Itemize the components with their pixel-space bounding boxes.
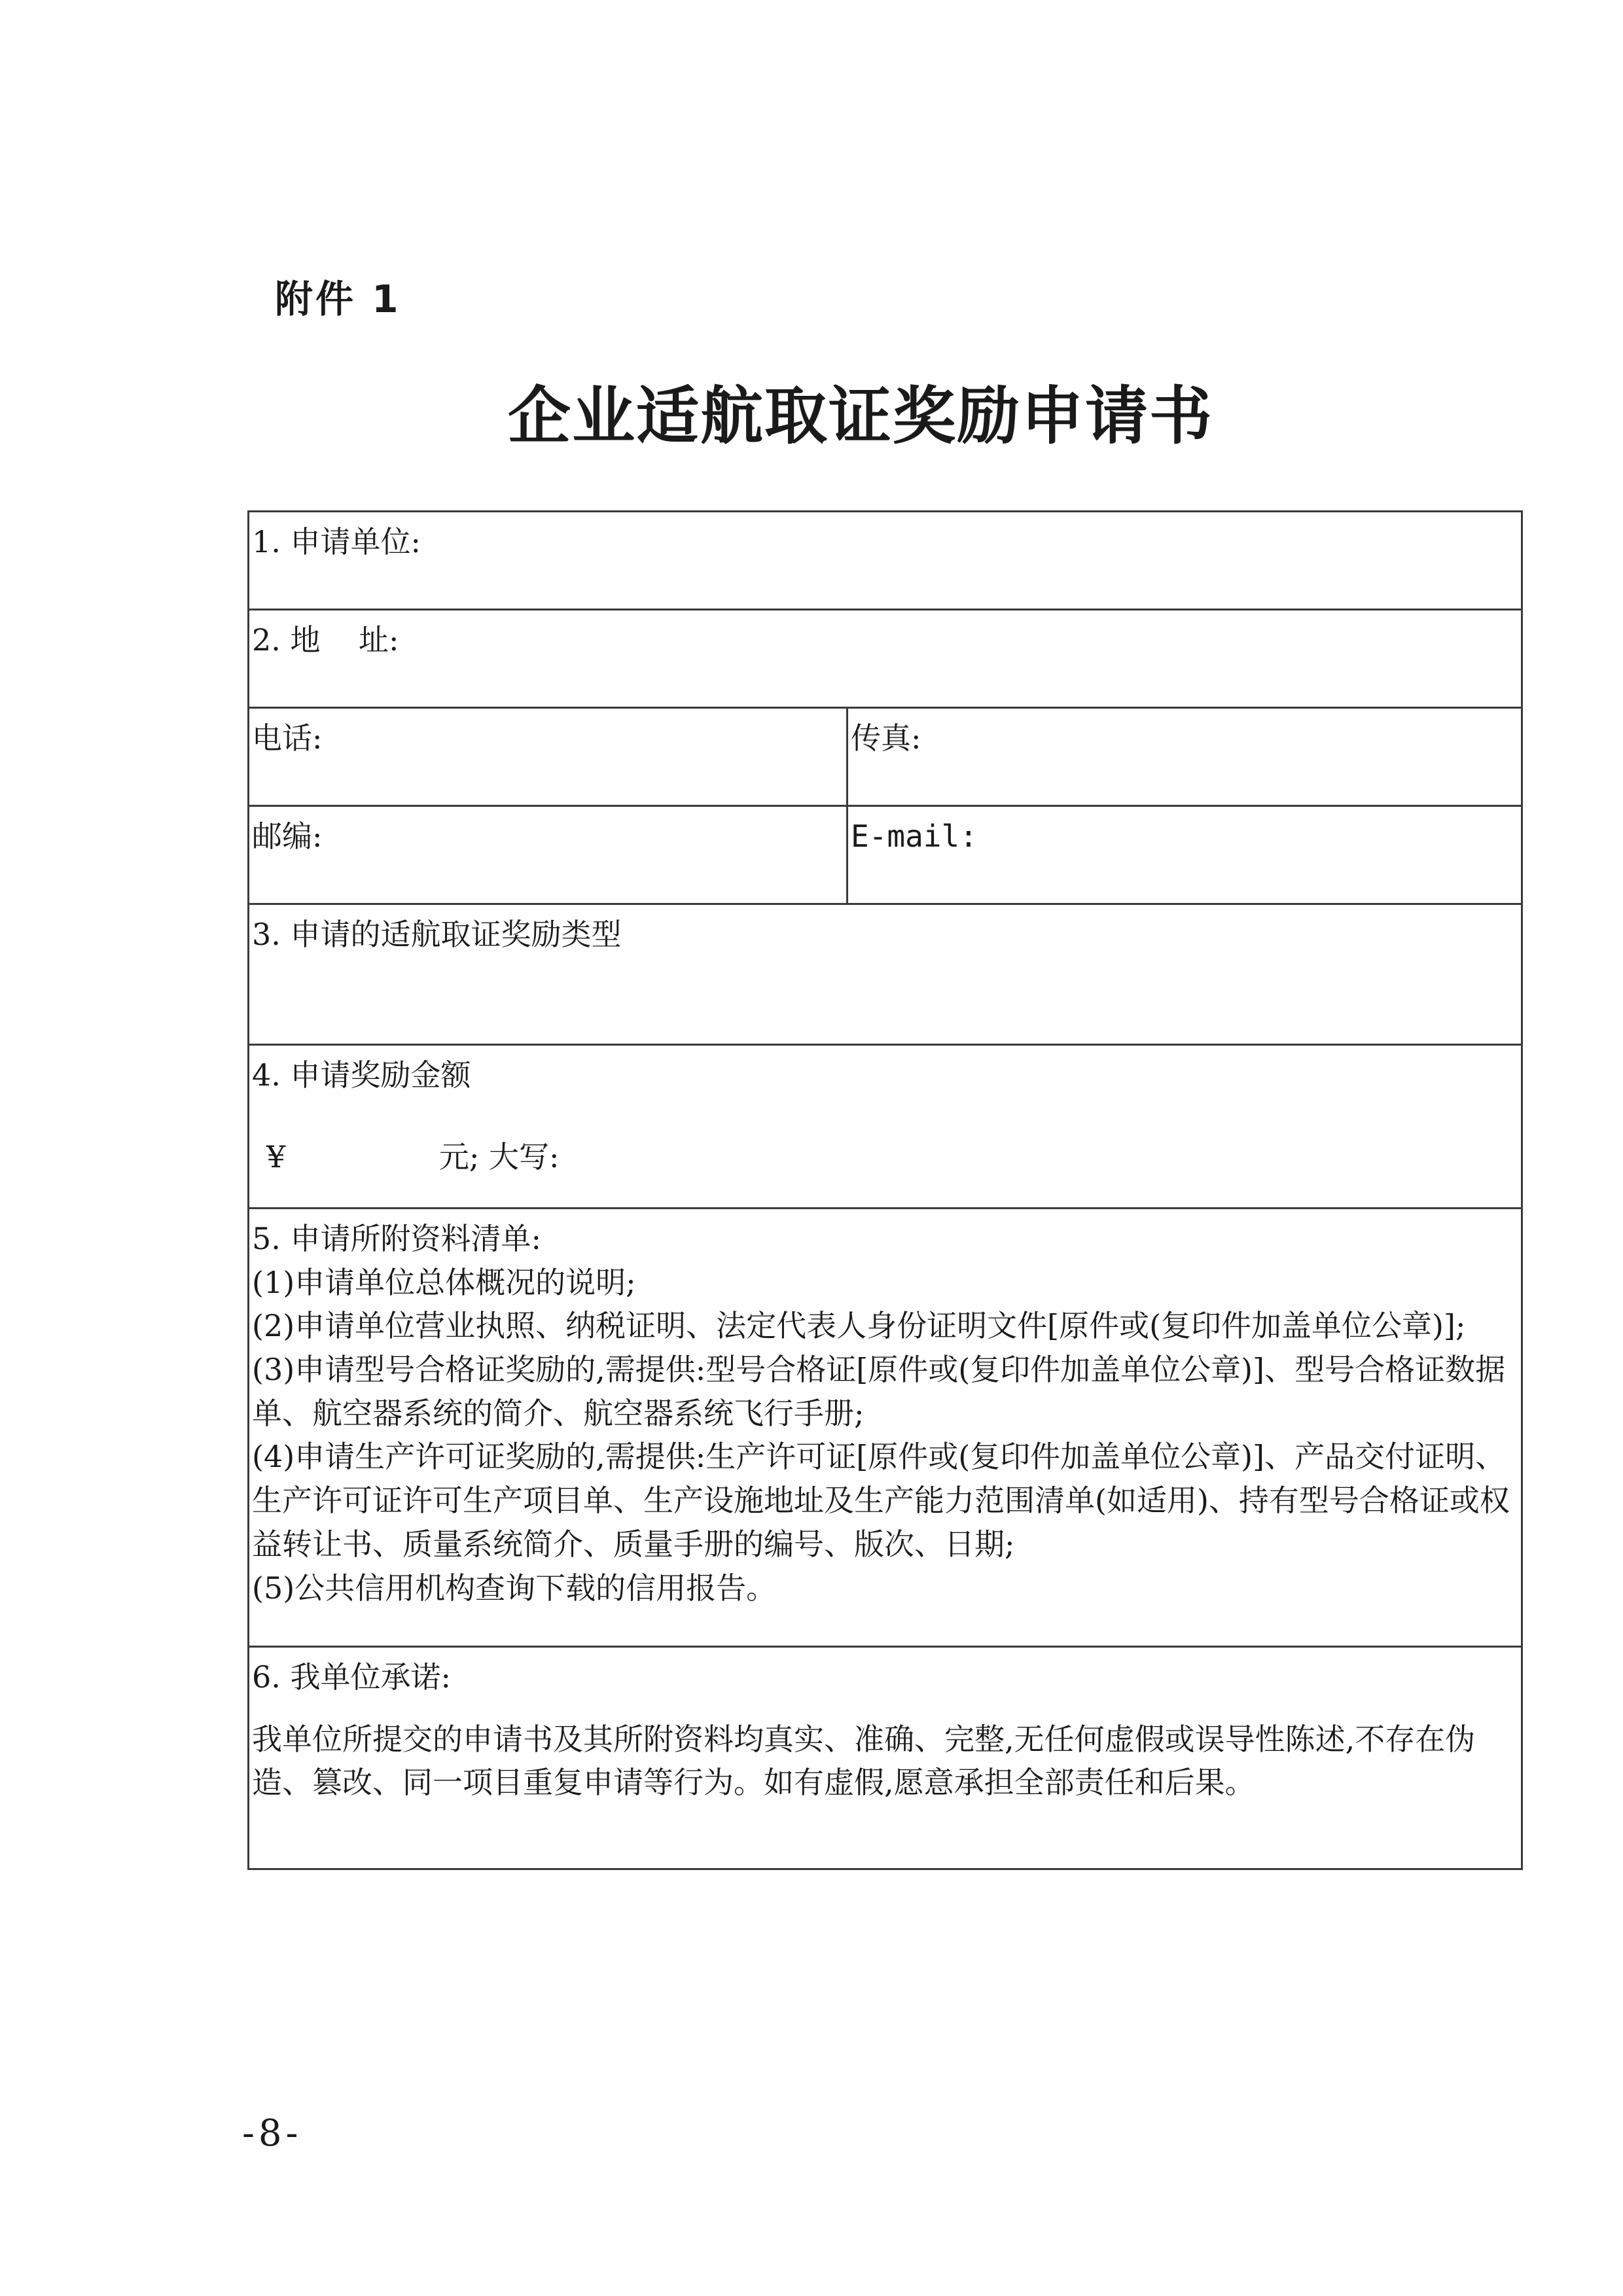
applicant-label: 1. 申请单位:	[252, 524, 421, 559]
amount-currency: ¥	[266, 1139, 286, 1174]
form-row-applicant	[249, 512, 1522, 610]
application-form-table	[247, 510, 1523, 1870]
promise-cell	[249, 1647, 1522, 1869]
form-row-attachments	[249, 1209, 1522, 1647]
attachment-item-3: (3)申请型号合格证奖励的,需提供:型号合格证[原件或(复印件加盖单位公章)]、型号合格证数据单、航空器系统的简介、航空器系统飞行手册;	[252, 1352, 1506, 1431]
promise-label: 6. 我单位承诺:	[252, 1659, 452, 1695]
attachments-cell	[249, 1209, 1522, 1647]
page-number: -8-	[242, 2112, 302, 2155]
form-row-amount	[249, 1045, 1522, 1209]
amount-line	[252, 1135, 1518, 1179]
amount-cell[interactable]	[249, 1045, 1522, 1209]
attachment-item-4: (4)申请生产许可证奖励的,需提供:生产许可证[原件或(复印件加盖单位公章)]、产品交付证明、生产许可证许可生产项目单、生产设施地址及生产能力范围清单(如适用)、持有型号合格证或权益转让书、质量系统简介、质量手册的编号、版次、日期;	[252, 1439, 1510, 1562]
form-row-postcode-email	[249, 806, 1522, 904]
document-title: 企业适航取证奖励申请书	[508, 379, 1213, 453]
reward-type-label: 3. 申请的适航取证奖励类型	[252, 917, 622, 952]
attachment-item-2: (2)申请单位营业执照、纳税证明、法定代表人身份证明文件[原件或(复印件加盖单位公章)];	[252, 1308, 1466, 1344]
form-row-promise	[249, 1647, 1522, 1869]
promise-text: 我单位所提交的申请书及其所附资料均真实、准确、完整,无任何虚假或误导性陈述,不存在伪造、篡改、同一项目重复申请等行为。如有虚假,愿意承担全部责任和后果。	[252, 1721, 1476, 1801]
fax-label: 传真:	[851, 720, 921, 756]
attachment-label: 附件 1	[275, 277, 401, 321]
phone-label: 电话:	[252, 720, 323, 756]
reward-type-cell[interactable]	[249, 904, 1522, 1045]
attachments-label: 5. 申请所附资料清单:	[252, 1221, 542, 1256]
address-cell[interactable]	[249, 610, 1522, 708]
postcode-cell[interactable]	[249, 806, 847, 904]
fax-cell[interactable]	[847, 708, 1522, 806]
attachment-item-1: (1)申请单位总体概况的说明;	[252, 1264, 636, 1300]
email-cell[interactable]	[847, 806, 1522, 904]
amount-unit: 元; 大写:	[438, 1139, 560, 1174]
form-row-address	[249, 610, 1522, 708]
phone-cell[interactable]	[249, 708, 847, 806]
attachment-item-5: (5)公共信用机构查询下载的信用报告。	[252, 1570, 777, 1606]
postcode-label: 邮编:	[252, 819, 323, 854]
applicant-cell[interactable]	[249, 512, 1522, 610]
email-label: E-mail:	[851, 819, 978, 854]
form-row-phone-fax	[249, 708, 1522, 806]
form-row-reward-type	[249, 904, 1522, 1045]
amount-label: 4. 申请奖励金额	[252, 1057, 471, 1093]
address-label: 2. 地 址:	[252, 622, 399, 658]
